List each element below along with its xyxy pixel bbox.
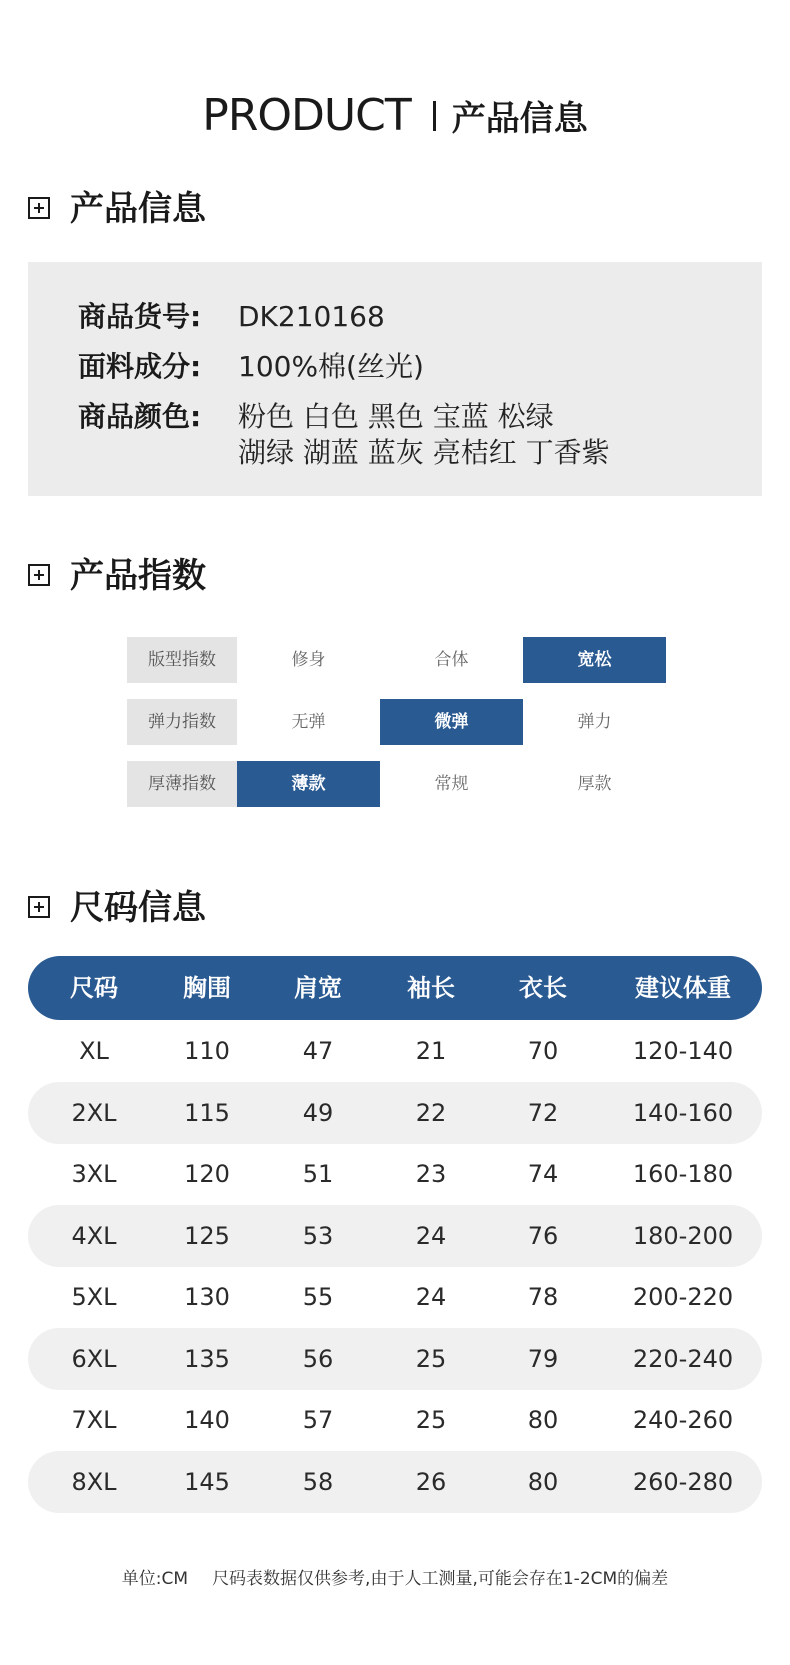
table-cell: 55	[302, 1283, 334, 1311]
table-row	[28, 1143, 762, 1205]
info-row-material	[78, 348, 424, 386]
section-title-index: 产品指数	[70, 556, 206, 596]
unit-note: 单位:CM	[121, 1569, 189, 1589]
table-cell: 80	[527, 1406, 559, 1434]
info-row-colors-cont	[238, 434, 610, 472]
table-cell: XL	[79, 1037, 109, 1065]
table-row	[28, 1205, 762, 1267]
table-cell: 120	[184, 1160, 230, 1188]
size-table-header	[28, 956, 762, 1020]
table-cell: 120-140	[632, 1037, 734, 1065]
index-row-thickness	[127, 761, 667, 807]
table-cell: 49	[302, 1099, 334, 1127]
table-cell: 70	[527, 1037, 559, 1065]
table-row	[28, 1266, 762, 1328]
sku-label: 商品货号:	[78, 300, 202, 333]
table-cell: 135	[184, 1345, 230, 1373]
table-cell: 145	[184, 1468, 230, 1496]
index-label: 弹力指数	[127, 699, 237, 745]
table-cell: 110	[184, 1037, 230, 1065]
table-cell: 6XL	[71, 1345, 117, 1373]
table-cell: 53	[302, 1222, 334, 1250]
section-title-info: 产品信息	[70, 189, 206, 229]
column-header: 建议体重	[635, 974, 731, 1002]
index-option: 无弹	[291, 712, 326, 732]
column-header: 衣长	[519, 974, 567, 1002]
table-cell: 140-160	[632, 1099, 734, 1127]
table-cell: 220-240	[632, 1345, 734, 1373]
table-cell: 57	[302, 1406, 334, 1434]
column-header: 肩宽	[294, 974, 342, 1002]
title-divider	[433, 101, 436, 131]
table-cell: 21	[415, 1037, 447, 1065]
table-cell: 8XL	[71, 1468, 117, 1496]
table-cell: 76	[527, 1222, 559, 1250]
table-cell: 140	[184, 1406, 230, 1434]
page-title-en: PRODUCT	[202, 90, 411, 141]
table-cell: 4XL	[71, 1222, 117, 1250]
table-cell: 25	[415, 1406, 447, 1434]
footnote	[0, 1564, 790, 1589]
table-row	[28, 1389, 762, 1451]
index-label: 版型指数	[127, 637, 237, 683]
index-option-selected: 微弹	[380, 699, 523, 745]
index-option: 修身	[291, 650, 326, 670]
table-cell: 25	[415, 1345, 447, 1373]
table-cell: 79	[527, 1345, 559, 1373]
index-option: 合体	[434, 650, 469, 670]
material-label: 面料成分:	[78, 350, 202, 383]
index-option-selected: 宽松	[523, 637, 666, 683]
table-cell: 78	[527, 1283, 559, 1311]
section-title-size: 尺码信息	[70, 888, 206, 928]
info-row-colors	[78, 398, 554, 436]
table-cell: 80	[527, 1468, 559, 1496]
color-label: 商品颜色:	[78, 400, 202, 433]
info-row-sku	[78, 298, 385, 336]
table-cell: 24	[415, 1283, 447, 1311]
table-cell: 3XL	[71, 1160, 117, 1188]
index-row-stretch	[127, 699, 667, 745]
table-cell: 240-260	[632, 1406, 734, 1434]
table-cell: 115	[184, 1099, 230, 1127]
table-cell: 24	[415, 1222, 447, 1250]
column-header: 胸围	[183, 974, 231, 1002]
plus-square-icon	[28, 896, 50, 918]
disclaimer-note: 尺码表数据仅供参考,由于人工测量,可能会存在1-2CM的偏差	[212, 1569, 669, 1589]
page-title	[0, 90, 790, 141]
colors-line-2: 湖绿 湖蓝 蓝灰 亮桔红 丁香紫	[238, 436, 610, 469]
index-option: 弹力	[577, 712, 612, 732]
column-header: 尺码	[70, 974, 118, 1002]
index-row-fit	[127, 637, 667, 683]
table-cell: 72	[527, 1099, 559, 1127]
table-cell: 58	[302, 1468, 334, 1496]
table-cell: 51	[302, 1160, 334, 1188]
table-cell: 26	[415, 1468, 447, 1496]
plus-square-icon	[28, 197, 50, 219]
material-value: 100%棉(丝光)	[238, 350, 424, 383]
table-cell: 56	[302, 1345, 334, 1373]
table-cell: 5XL	[71, 1283, 117, 1311]
table-cell: 200-220	[632, 1283, 734, 1311]
table-cell: 130	[184, 1283, 230, 1311]
table-row	[28, 1020, 762, 1082]
page-title-cn: 产品信息	[451, 99, 588, 139]
table-cell: 260-280	[632, 1468, 734, 1496]
column-header: 袖长	[407, 974, 455, 1002]
sku-value: DK210168	[238, 300, 385, 333]
table-cell: 7XL	[71, 1406, 117, 1434]
index-option: 常规	[434, 774, 469, 794]
table-row	[28, 1328, 762, 1390]
table-cell: 125	[184, 1222, 230, 1250]
plus-square-icon	[28, 564, 50, 586]
table-cell: 22	[415, 1099, 447, 1127]
index-option-selected: 薄款	[237, 761, 380, 807]
table-cell: 23	[415, 1160, 447, 1188]
table-cell: 2XL	[71, 1099, 117, 1127]
product-info-panel	[28, 262, 762, 496]
table-cell: 160-180	[632, 1160, 734, 1188]
colors-line-1: 粉色 白色 黑色 宝蓝 松绿	[238, 400, 554, 433]
index-label: 厚薄指数	[127, 761, 237, 807]
table-row	[28, 1082, 762, 1144]
table-cell: 180-200	[632, 1222, 734, 1250]
table-cell: 74	[527, 1160, 559, 1188]
table-cell: 47	[302, 1037, 334, 1065]
index-option: 厚款	[577, 774, 612, 794]
table-row	[28, 1451, 762, 1513]
